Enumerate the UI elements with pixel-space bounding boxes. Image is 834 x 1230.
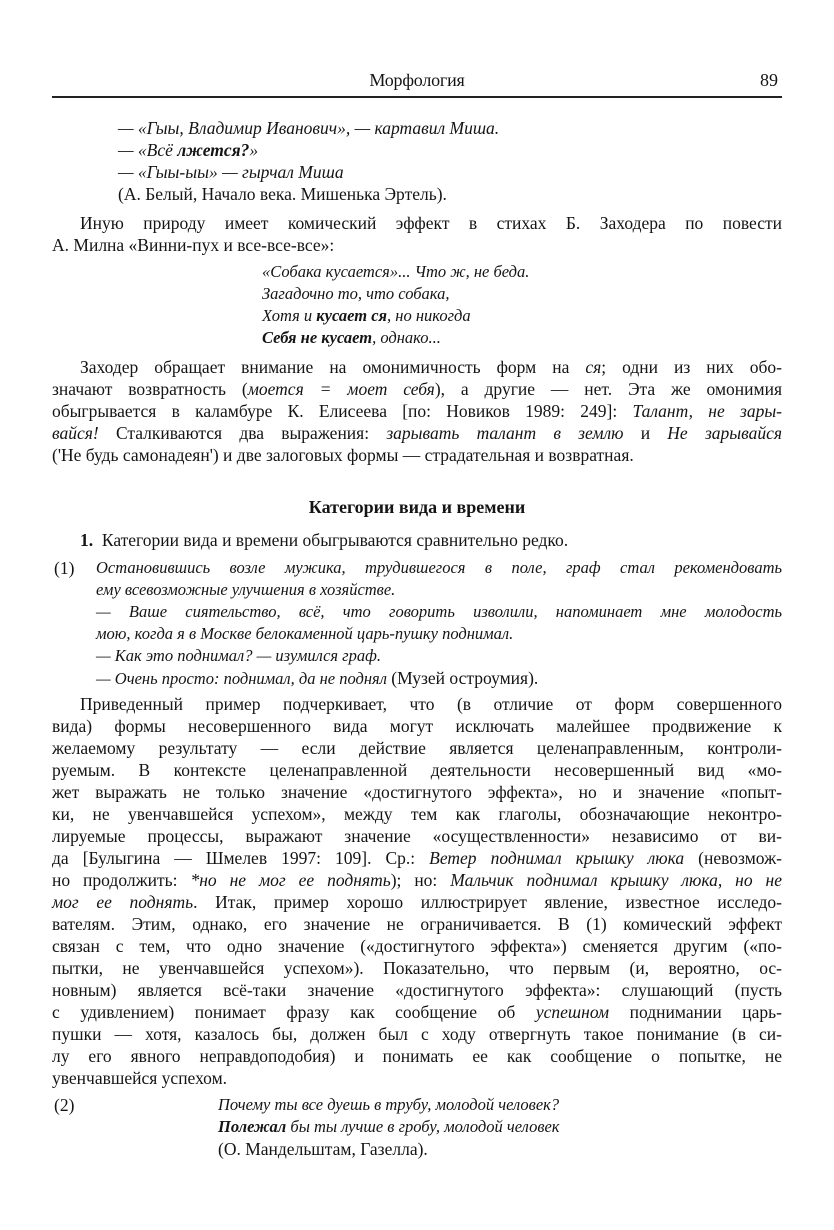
running-title: Морфология (369, 70, 465, 90)
text-line: А. Милна «Винни-пух и все-все-все»: (52, 235, 335, 255)
text-line: но продолжить: *но не мог ее поднять); но: Мальчик поднимал крышку люка, но не (52, 870, 782, 890)
text-line: мог ее поднять. Итак, пример хорошо иллюстрирует явление, известное исследо- (52, 892, 782, 912)
dialogue-line: — «Гыы, Владимир Иванович», — картавил Миша. (118, 118, 500, 138)
text-line: вайся! Сталкиваются два выражения: зарывать талант в землю и Не зарывайся (52, 423, 782, 443)
text-line: желаемому результату — если действие является целенаправленным, контроли- (52, 738, 782, 758)
dialogue-line: — «Гыы-ыы» — гырчал Миша (118, 162, 344, 182)
text-line: вателям. Этим, однако, его значение не ограничивается. В (1) комический эффект (52, 914, 782, 934)
text-line: значают возвратность (моется = моет себя), а другие — нет. Эта же омонимия (52, 379, 782, 399)
text-line: руемым. В контексте целенаправленной деятельности несовершенный вид «мо- (52, 760, 782, 780)
poem-line: Хотя и кусает ся, но никогда (262, 306, 471, 325)
example-source: (О. Мандельштам, Газелла). (218, 1139, 428, 1159)
text-line: с удивлением) понимает фразу как сообщение об успешном поднимании царь- (52, 1002, 782, 1022)
example-line: Остановившись возле мужика, трудившегося в поле, граф стал рекомендовать (96, 558, 782, 577)
text-line: лируемые процессы, выражают значение «осуществленности» независимо от ви- (52, 826, 782, 846)
poem-line: Загадочно то, что собака, (262, 284, 450, 303)
poem-line: «Собака кусается»... Что ж, не беда. (262, 262, 530, 281)
text-line: Заходер обращает внимание на омонимичность форм на ся; одни из них обо- (80, 357, 782, 377)
dialogue-line: — «Всё лжется?» (118, 140, 259, 160)
item-number: 1. (80, 530, 94, 550)
example-line: — Очень просто: поднимал, да не поднял (Музей остроумия). (96, 668, 539, 688)
section-heading: Категории вида и времени (308, 497, 526, 517)
text-line: да [Булыгина — Шмелев 1997: 109]. Ср.: Ветер поднимал крышку люка (невозмож- (52, 848, 783, 868)
text-line: обыгрывается в каламбуре К. Елисеева [по: Новиков 1989: 249]: Талант, не зары- (52, 401, 782, 421)
text-line: Иную природу имеет комический эффект в стихах Б. Заходера по повести (80, 213, 782, 233)
example-number: (2) (54, 1095, 75, 1115)
example-number: (1) (54, 558, 75, 578)
text-line: связан с тем, что одно значение («достигнутого эффекта») сменяется другим («по- (52, 936, 782, 956)
example-line: мою, когда я в Москве белокаменной царь-пушку поднимал. (96, 624, 514, 643)
text-line: ('Не будь самонадеян') и две залоговых формы — страдательная и возвратная. (52, 445, 634, 465)
text-line: пытки, не увенчавшейся успехом»). Показательно, что первым (и, вероятно, ос- (52, 958, 782, 978)
text-line: новным) является всё-таки значение «достигнутого эффекта»: слушающий (пусть (52, 980, 782, 1000)
text-line: ки, не увенчавшейся успехом», между тем как глаголы, обозначающие неконтро- (52, 804, 782, 824)
page-header (52, 70, 782, 94)
page-number: 89 (760, 70, 778, 90)
text-line: жет выражать не только значение «достигнутого эффекта», но и значение «попыт- (52, 782, 782, 802)
header-rule (52, 96, 782, 98)
example-line: — Как это поднимал? — изумился граф. (96, 646, 381, 665)
poem-line: Полежал бы ты лучше в гробу, молодой человек (218, 1117, 560, 1136)
example-line: — Ваше сиятельство, всё, что говорить изволили, напоминает мне молодость (96, 602, 782, 621)
text-line: лу его явного неправдоподобия) и понимать ее как сообщение о попытке, не (52, 1046, 782, 1066)
numbered-item: 1. Категории вида и времени обыгрываются сравнительно редко. (80, 530, 569, 550)
text-line: увенчавшейся успехом. (52, 1068, 228, 1088)
example-line: ему всевозможные улучшения в хозяйстве. (96, 580, 396, 599)
poem-line: Себя не кусает, однако... (262, 328, 441, 347)
poem-line: Почему ты все дуешь в трубу, молодой человек? (218, 1095, 560, 1114)
text-line: Приведенный пример подчеркивает, что (в отличие от форм совершенного (80, 694, 782, 714)
text-line: вида) формы несовершенного вида могут исключать малейшее продвижение к (52, 716, 782, 736)
dialogue-source: (А. Белый, Начало века. Мишенька Эртель). (118, 184, 447, 204)
text-line: пушки — хотя, казалось бы, должен был с ходу отвергнуть такое понимание (в си- (52, 1024, 782, 1044)
